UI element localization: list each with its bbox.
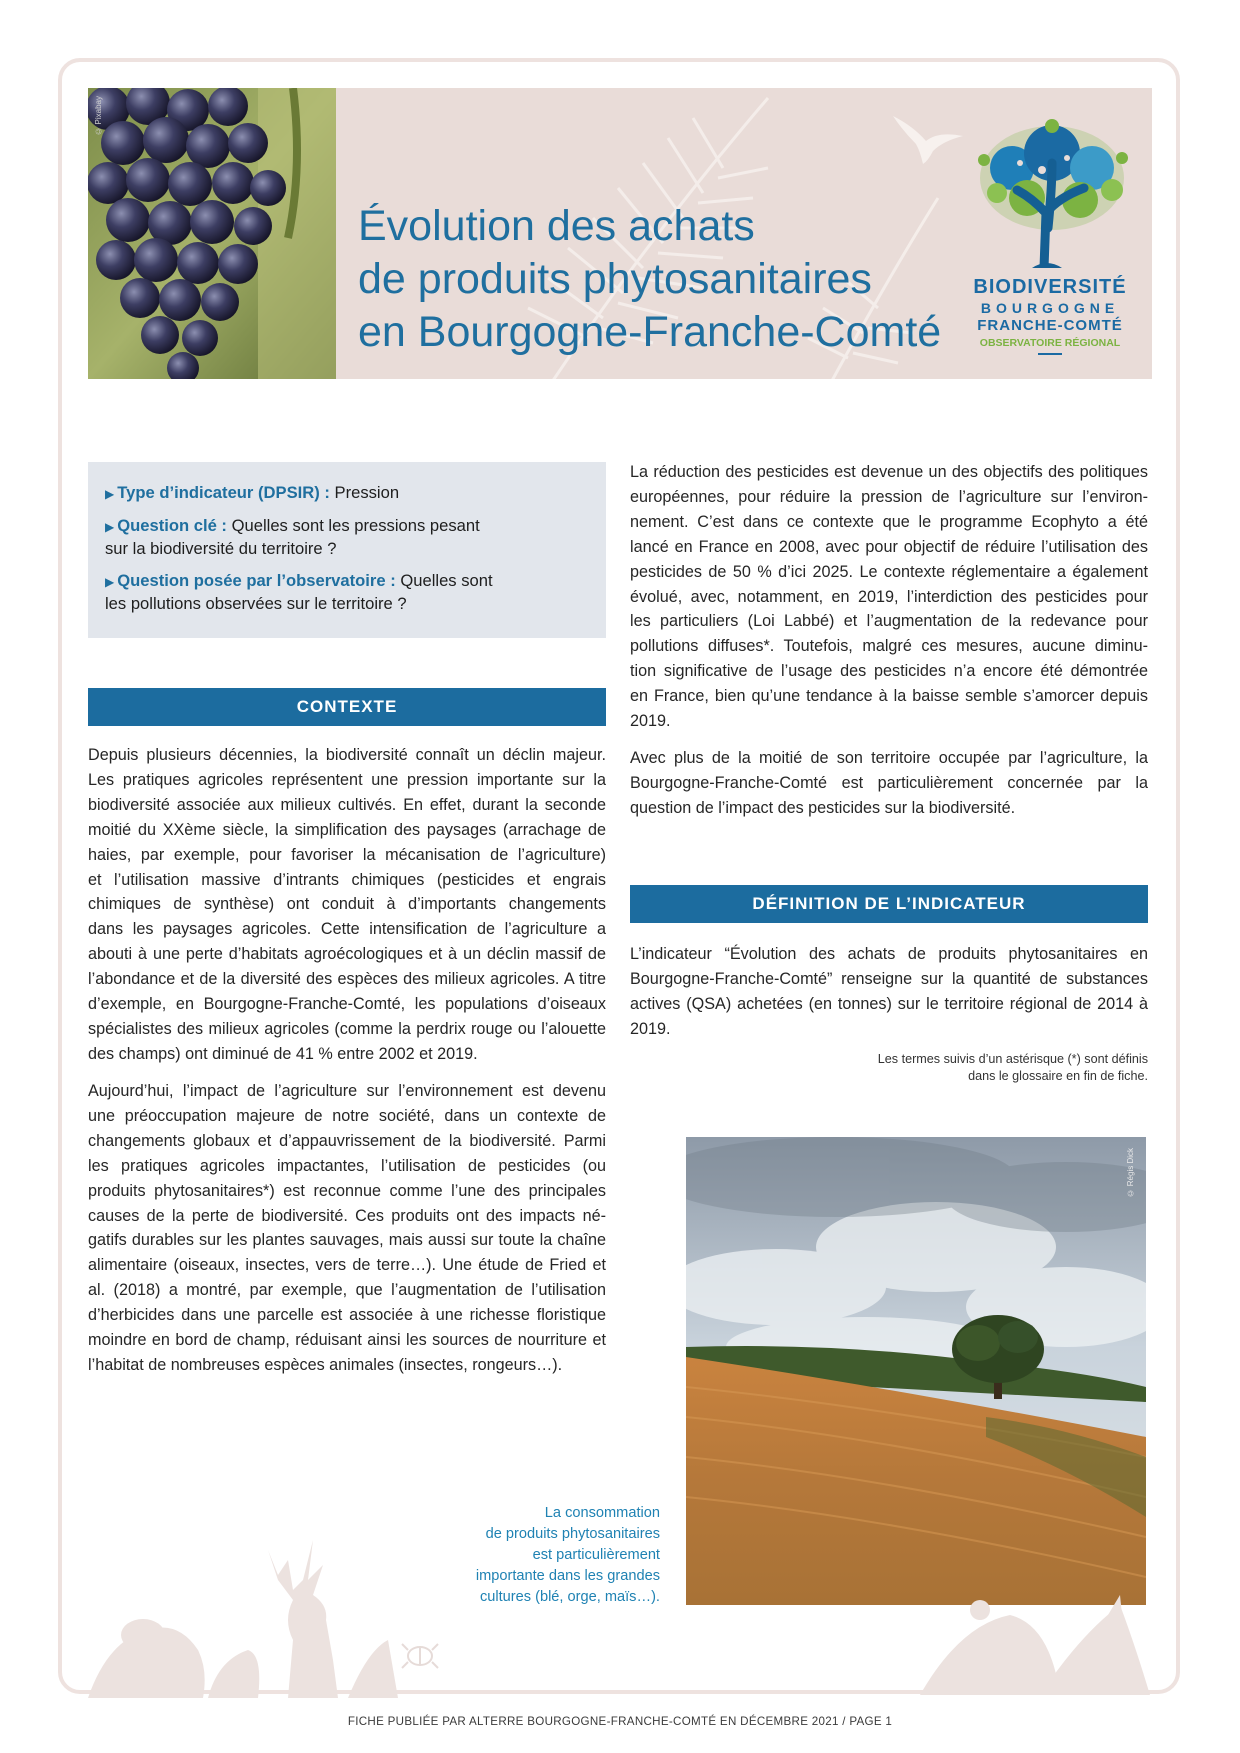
contexte-paragraph-3 [630, 460, 1148, 734]
title-line-2: de produits phytosanitaires [358, 255, 872, 303]
text-line: en France, bien qu’une tendance à la baisse semble s’amorcer depuis [630, 687, 1148, 706]
text-line: d’exemple, en Bourgogne-Franche-Comté, les populations d’oiseaux [88, 995, 606, 1014]
indicator-type-label: Type d’indicateur (DPSIR) : [117, 483, 330, 502]
logo-text [960, 276, 1140, 355]
text-line: les pratiques agricoles impactantes, l’utilisation de pesticides (ou [88, 1156, 606, 1175]
text-line: d’herbicides dans une parcelle est associée à une richesse floristique [88, 1306, 606, 1325]
contexte-paragraph-2 [88, 1079, 606, 1378]
text-line: Aujourd’hui, l’impact de l’agriculture sur l’environnement est devenu [88, 1082, 606, 1100]
text-line: 2019. [630, 1019, 671, 1038]
text-line: des champs) ont diminué de 41 % entre 2002 et 2019. [88, 1044, 478, 1063]
text-line: gatifs durables sur les plantes sauvages, mais aussi sur toute la chaîne [88, 1231, 606, 1250]
indicator-key-question [105, 515, 588, 561]
text-line: une préoccupation majeure de notre société, dans un contexte de [88, 1106, 606, 1125]
text-line: Avec plus de la moitié de son territoire occupée par l’agriculture, la [630, 749, 1148, 767]
text-line: Bourgogne-Franche-Comté” renseigne sur la quantité de substances [630, 969, 1148, 988]
text-line: spécialistes des milieux agricoles (comme la perdrix rouge ou l’alouette [88, 1019, 606, 1038]
text-line: l’habitat de nombreuses espèces animales (insectes, rongeurs…). [88, 1355, 563, 1374]
observatory-question-line-1: Quelles sont [395, 570, 493, 590]
logo-line-3: FRANCHE-COMTÉ [977, 317, 1123, 334]
text-line: 2019. [630, 712, 671, 731]
text-line: chimiques de synthèse) ont conduit à d’importants changements [88, 895, 606, 914]
bird-plant-silhouette-decoration [920, 1585, 1150, 1695]
text-line: abouti à une perte d’habitats agroécologiques et à un déclin massif de [88, 945, 606, 964]
text-line: question de l’impact des pesticides sur la biodiversité. [630, 798, 1016, 817]
key-question-line-1: Quelles sont les pressions pesant [226, 515, 480, 535]
caption-line: est particulièrement [532, 1547, 660, 1563]
text-line: nement. C’est dans ce contexte que le programme Ecophyto a été [630, 512, 1148, 531]
text-line: Bourgogne-Franche-Comté est particulièrement concernée par la [630, 773, 1148, 792]
caption-line: importante dans les grandes [475, 1568, 660, 1584]
indicator-type-value: Pression [329, 483, 400, 502]
bird-silhouette-icon [888, 106, 968, 166]
indicator-type [105, 482, 588, 506]
caption-line: cultures (blé, orge, maïs…). [479, 1589, 660, 1605]
text-line: Depuis plusieurs décennies, la biodiversité connaît un déclin majeur. [88, 746, 606, 764]
beetle-icon [400, 1640, 440, 1670]
text-line: moitié du XXème siècle, la simplification des paysages (arrachage de [88, 820, 606, 839]
text-line: produits phytosanitaires*) est reconnue comme l’une des principales [88, 1181, 606, 1200]
text-line: pesticides de 50 % d’ici 2025. Le contexte réglementaire a également [630, 562, 1148, 581]
title-line-3: en Bourgogne-Franche-Comté [358, 308, 942, 356]
caption-line: de produits phytosanitaires [485, 1526, 660, 1542]
glossary-note-line: Les termes suivis d’un astérisque (*) sont définis [877, 1052, 1148, 1066]
wildlife-silhouette-decoration [88, 1520, 408, 1698]
page-footer: FICHE PUBLIÉE PAR ALTERRE BOURGOGNE-FRANCHE-COMTÉ EN DÉCEMBRE 2021 / PAGE 1 [347, 1715, 893, 1728]
text-line: et l’utilisation massive d’intrants chimiques (pesticides et engrais [88, 870, 606, 889]
logo-line-4: OBSERVATOIRE RÉGIONAL [979, 337, 1121, 349]
glossary-note [760, 1051, 1148, 1085]
indicator-observatory-question [105, 570, 588, 616]
text-line: actives (QSA) achetées (en tonnes) sur le territoire régional de 2014 à [630, 994, 1148, 1013]
field-tree-photo [686, 1137, 1146, 1605]
text-line: Les pratiques agricoles représentent une pression importante sur la [88, 770, 606, 789]
triangle-bullet-icon: ▶ [105, 487, 115, 501]
contexte-paragraph-4 [630, 746, 1148, 821]
contexte-heading: CONTEXTE [88, 688, 606, 726]
glossary-note-line: dans le glossaire en fin de fiche. [968, 1069, 1148, 1083]
text-line: al. (2018) a montré, par exemple, que l’augmentation de l’utilisation [88, 1281, 606, 1300]
definition-heading: DÉFINITION DE L’INDICATEUR [630, 885, 1148, 923]
field-photo-credit: © Régis Dick [1126, 1148, 1135, 1198]
triangle-bullet-icon: ▶ [105, 574, 115, 589]
text-line: causes de la perte de biodiversité. Ces produits ont des impacts né- [88, 1206, 606, 1225]
header-banner [88, 88, 1152, 379]
definition-paragraph [630, 942, 1148, 1042]
triangle-bullet-icon: ▶ [105, 519, 115, 534]
title-line-1: Évolution des achats [358, 202, 755, 250]
text-line: évolué, avec, notamment, en 2019, l’interdiction des pesticides pour [630, 587, 1148, 606]
text-line: L’indicateur “Évolution des achats de produits phytosanitaires en [630, 945, 1148, 963]
text-line: européennes, pour réduire la pression de l’agriculture sur l’environ- [630, 487, 1148, 506]
text-line: dans les paysages agricoles. Cette intensification de l’agriculture a [88, 920, 606, 939]
tree-logo-icon [972, 118, 1132, 268]
photo-caption [420, 1503, 660, 1608]
logo-underline [1038, 353, 1062, 355]
text-line: lancé en France en 2008, avec pour objectif de réduire l’utilisation des [630, 537, 1148, 556]
text-line: tion significative de l’usage des pesticides n’a encore été démontrée [630, 662, 1148, 681]
text-line: changements globaux et d’appauvrissement de la biodiversité. Parmi [88, 1131, 606, 1150]
grapes-photo-credit: © Pixabay [94, 96, 103, 136]
text-line: moindre en bord de champ, réduisant ainsi les sources de nourriture et [88, 1331, 606, 1350]
caption-line: La consommation [544, 1505, 660, 1521]
observatory-question-label: Question posée par l’observatoire : [117, 570, 396, 590]
grapes-photo [88, 88, 336, 379]
key-question-line-2: sur la biodiversité du territoire ? [105, 539, 337, 558]
text-line: pollutions diffuses*. Toutefois, malgré ces mesures, aucune diminu- [630, 637, 1148, 656]
text-line: les particuliers (Loi Labbé) et l’augmentation de la redevance pour [630, 612, 1148, 631]
text-line: l’abondance et de la diversité des espèces des milieux agricoles. A titre [88, 970, 606, 989]
logo-line-2: BOURGOGNE [980, 300, 1120, 316]
text-line: haies, par exemple, pour favoriser la mécanisation de l’agriculture) [88, 845, 606, 864]
contexte-paragraph-1 [88, 743, 606, 1067]
text-line: La réduction des pesticides est devenue un des objectifs des politiques [630, 463, 1148, 481]
text-line: alimentaire (oiseaux, insectes, vers de terre…). Une étude de Fried et [88, 1256, 606, 1275]
biodiversite-logo [960, 118, 1140, 368]
page-title [358, 200, 942, 359]
key-question-label: Question clé : [117, 515, 227, 535]
observatory-question-line-2: les pollutions observées sur le territoire ? [105, 594, 407, 613]
logo-line-1: BIODIVERSITÉ [973, 276, 1127, 298]
text-line: biodiversité associée aux milieux cultivés. En effet, durant la seconde [88, 795, 606, 814]
indicator-box [88, 462, 606, 638]
